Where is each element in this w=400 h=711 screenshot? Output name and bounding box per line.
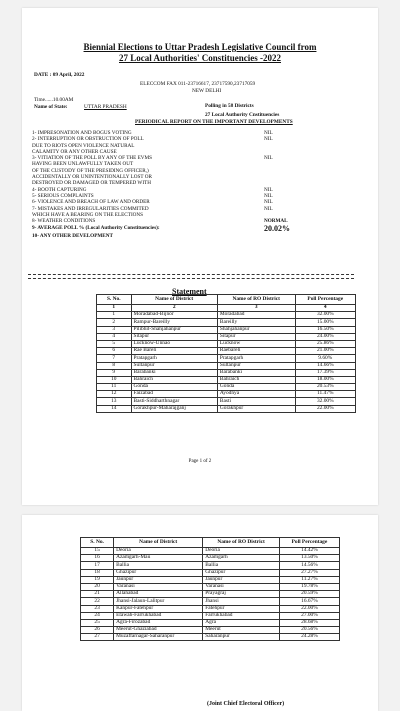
table-cell: 32.00% [295, 398, 355, 405]
table-cell: Shahjahanpur [217, 326, 295, 333]
table-cell: Varanasi [203, 583, 280, 590]
table-cell: Basti [217, 398, 295, 405]
table-cell: 16.50% [295, 326, 355, 333]
document-page-2 [22, 515, 378, 711]
table-cell: 11.27% [279, 576, 339, 583]
table-cell: Saharanpur [203, 634, 280, 641]
table-cell: 3 [217, 305, 295, 312]
table-cell: Pratapgarh [131, 355, 217, 362]
table-cell: Moradabad [217, 312, 295, 319]
table-row [97, 319, 356, 326]
table-cell: 22.00% [295, 405, 355, 412]
dashed-divider [28, 274, 354, 275]
table-row [81, 598, 340, 605]
table-cell: Varanasi [114, 583, 203, 590]
poll-statement-table-continued [80, 537, 340, 641]
table-cell: Jaunpur [203, 576, 280, 583]
document-page-1 [22, 8, 378, 505]
statement-title: Statement [172, 287, 207, 296]
report-item: 5- SERIOUS COMPLAINTS NIL [32, 192, 273, 199]
polling-districts: Polling in 58 Districts [205, 103, 254, 109]
dashed-divider [28, 278, 354, 279]
table-row [81, 555, 340, 562]
table-cell: 13 [97, 398, 132, 405]
city-line: NEW DELHI [192, 88, 222, 94]
table-cell: 23 [81, 605, 114, 612]
col-poll-percentage: Poll Percentage [279, 538, 339, 548]
table-cell: Barabanki [217, 369, 295, 376]
report-item: 3- VITIATION OF THE POLL BY ANY OF THE EVMS HAVING BEEN UNLAWFULLY TAKEN OUT OF THE CUSTODY OF THE PRESIDING OFFICER,) ACCIDENTALLY OR UNINTENTIONALLY LOST OR DESTROYED OR DAMAGED OR TEMPERED WITH NIL [32, 155, 273, 187]
table-row [81, 634, 340, 641]
table-cell: Pratapgarh [217, 355, 295, 362]
table-cell: 9 [97, 369, 132, 376]
col-sno: S. No. [97, 295, 132, 305]
table-cell: Agra [203, 619, 280, 626]
table-cell: 14.66% [295, 362, 355, 369]
table-cell: Rae Bareli [131, 348, 217, 355]
table-cell: Azamgarh [203, 555, 280, 562]
table-row [97, 348, 356, 355]
table-cell: 14 [97, 405, 132, 412]
table-cell: 8 [97, 362, 132, 369]
table-cell: Farrukhabad [203, 612, 280, 619]
table-cell: Lucknow-Unnao [131, 340, 217, 347]
table-cell: 1 [97, 312, 132, 319]
table-cell: 24 [81, 612, 114, 619]
report-item: 1- IMPRESONATION AND BOGUS VOTING NIL [32, 130, 273, 136]
table-cell: Deoria [114, 548, 203, 555]
table-row [97, 355, 356, 362]
table-header-row [81, 538, 340, 548]
report-heading: PERIODICAL REPORT ON THE IMPORTANT DEVELOPMENTS [135, 119, 293, 125]
document-title [22, 42, 378, 64]
state-name: UTTAR PRADESH [84, 104, 127, 110]
col-poll-percentage: Poll Percentage [295, 295, 355, 305]
table-cell: 9.60% [295, 355, 355, 362]
table-cell: Meerut [203, 627, 280, 634]
constituency-count: 27 Local Authority Cnstituencies [205, 112, 280, 118]
table-cell: 22 [81, 598, 114, 605]
table-cell: Jaunpur [114, 576, 203, 583]
table-cell: 20 [81, 583, 114, 590]
table-cell: Jhansi-Jalaun-Lalitpur [114, 598, 203, 605]
table-cell: 26 [81, 627, 114, 634]
table-cell: Bareilly [217, 319, 295, 326]
table-cell: 17 [81, 562, 114, 569]
state-label: Name of State: [34, 104, 68, 110]
table-header-row [97, 295, 356, 305]
table-cell: Ayodhya [217, 391, 295, 398]
report-item: 4- BOOTH CAPTURING NIL [32, 186, 273, 193]
table-cell: 5 [97, 340, 132, 347]
col-ro-district: Name of RO District [203, 538, 280, 548]
table-cell: Azamgarh-Mau [114, 555, 203, 562]
table-cell: 2 [97, 319, 132, 326]
table-cell: 13.50% [279, 555, 339, 562]
table-cell: Lucknow [217, 340, 295, 347]
report-item-average-poll: 9- AVERAGE POLL % (Local Authority Constituencies): 20.02% [32, 224, 290, 234]
col-district: Name of District [114, 538, 203, 548]
table-cell: 20.53% [295, 384, 355, 391]
table-cell: Raebareli [217, 348, 295, 355]
table-cell: Agra-Firozabad [114, 619, 203, 626]
table-cell: Allahabad [114, 591, 203, 598]
table-cell: 1 [97, 305, 132, 312]
table-row [81, 591, 340, 598]
col-district: Name of District [131, 295, 217, 305]
table-cell: 25 [81, 619, 114, 626]
page-number: Page 1 of 2 [188, 459, 212, 464]
table-cell: Gonda [217, 384, 295, 391]
table-cell: 14.56% [279, 562, 339, 569]
table-cell: Ballia [114, 562, 203, 569]
table-cell: 6 [97, 348, 132, 355]
report-item: 6- VIOLENCE AND BREACH OF LAW AND ORDER NIL [32, 199, 273, 206]
table-cell: 27 [81, 634, 114, 641]
table-cell: Bahraich [217, 376, 295, 383]
report-item: 10- ANY OTHER DEVELOPMENT [32, 233, 113, 240]
table-cell: Prayagraj [203, 591, 280, 598]
report-item: 7- MISTAKES AND IRREGULARITIES COMMITED WHICH HAVE A BEARING ON THE ELECTIONS NIL [32, 205, 273, 218]
table-cell: 4 [295, 305, 355, 312]
title-line-1: Biennial Elections to Uttar Pradesh Legislative Council from [83, 42, 317, 52]
col-ro-district: Name of RO District [217, 295, 295, 305]
table-cell: 21 [81, 591, 114, 598]
table-cell: Ballia [203, 562, 280, 569]
table-cell: 18 [81, 569, 114, 576]
table-cell: Moradabad-Bijnor [131, 312, 217, 319]
table-cell: 27.00% [279, 612, 339, 619]
table-cell: 15.00% [295, 319, 355, 326]
table-cell: Bahraich [131, 376, 217, 383]
fax-line: ELECCOM FAX 011-23716617, 23717590,23717059 [140, 81, 256, 87]
report-time: Time......10.00AM [34, 97, 74, 103]
table-cell: 25.86% [295, 340, 355, 347]
table-row [97, 405, 356, 412]
table-cell: Muzaffarnagar-Saharanpur [114, 634, 203, 641]
table-cell: 12 [97, 391, 132, 398]
table-cell: 27.27% [279, 569, 339, 576]
table-cell: Sultanpur [131, 362, 217, 369]
table-cell: 7 [97, 355, 132, 362]
table-cell: 19 [81, 576, 114, 583]
table-cell: Rampur-Bareilly [131, 319, 217, 326]
table-cell: Gorakhpur [217, 405, 295, 412]
title-line-2: 27 Local Authorities' Constituencies -2022 [119, 53, 281, 63]
table-cell: 15 [81, 548, 114, 555]
table-cell: 22.00% [279, 605, 339, 612]
table-cell: 10 [97, 376, 132, 383]
table-cell: Kanpur-Fatehpur [114, 605, 203, 612]
table-cell: Meerut-Ghaziabad [114, 627, 203, 634]
report-item: 8- WEATHER CONDITIONS NORMAL [32, 218, 288, 225]
table-cell: 2 [131, 305, 217, 312]
table-cell: 16 [81, 555, 114, 562]
table-cell: 32.00% [295, 312, 355, 319]
development-report-list [32, 130, 332, 240]
table-cell: Deoria [203, 548, 280, 555]
report-date: DATE : 09 April, 2022 [34, 72, 85, 78]
table-cell: Faizabad [131, 391, 217, 398]
table-cell: Basti-Siddharthnagar [131, 398, 217, 405]
table-cell: 16.67% [279, 598, 339, 605]
table-cell: 28.68% [279, 619, 339, 626]
table-cell: 24.00% [295, 333, 355, 340]
table-cell: 19.78% [279, 583, 339, 590]
table-cell: Sitapur [217, 333, 295, 340]
table-cell: Etawah-Farrukhabad [114, 612, 203, 619]
table-cell: 3 [97, 326, 132, 333]
table-row [81, 562, 340, 569]
table-cell: Ghazipur [203, 569, 280, 576]
table-cell: Ghazipur [114, 569, 203, 576]
report-item: 2- INTERRUPTION OR OBSTRUCTION OF POLL DUE TO RIOTS OPEN VIOLENCE NATURAL CALAMITY OR ANY OTHER CAUSE NIL [32, 136, 273, 155]
signature-line: (Joint Chief Electoral Officer) [207, 701, 285, 707]
table-cell: 18.00% [295, 376, 355, 383]
table-cell: Jhansi [203, 598, 280, 605]
table-row [97, 391, 356, 398]
table-cell: 11 [97, 384, 132, 391]
table-cell: 14.42% [279, 548, 339, 555]
table-cell: Sitapur [131, 333, 217, 340]
table-cell: Gonda [131, 384, 217, 391]
col-sno: S. No. [81, 538, 114, 548]
table-cell: Barabanki [131, 369, 217, 376]
poll-statement-table [96, 294, 356, 413]
table-cell: Pilibhit-Shahjahanpur [131, 326, 217, 333]
table-cell: 24.28% [279, 634, 339, 641]
table-cell: 20.59% [279, 591, 339, 598]
table-cell: Fatehpur [203, 605, 280, 612]
table-row [97, 312, 356, 319]
table-cell: 20.56% [279, 627, 339, 634]
table-cell: 4 [97, 333, 132, 340]
table-cell: 11.47% [295, 391, 355, 398]
table-cell: 21.00% [295, 348, 355, 355]
table-cell: 17.39% [295, 369, 355, 376]
table-cell: Gorakhpur-Maharajganj [131, 405, 217, 412]
table-cell: Sultanpur [217, 362, 295, 369]
